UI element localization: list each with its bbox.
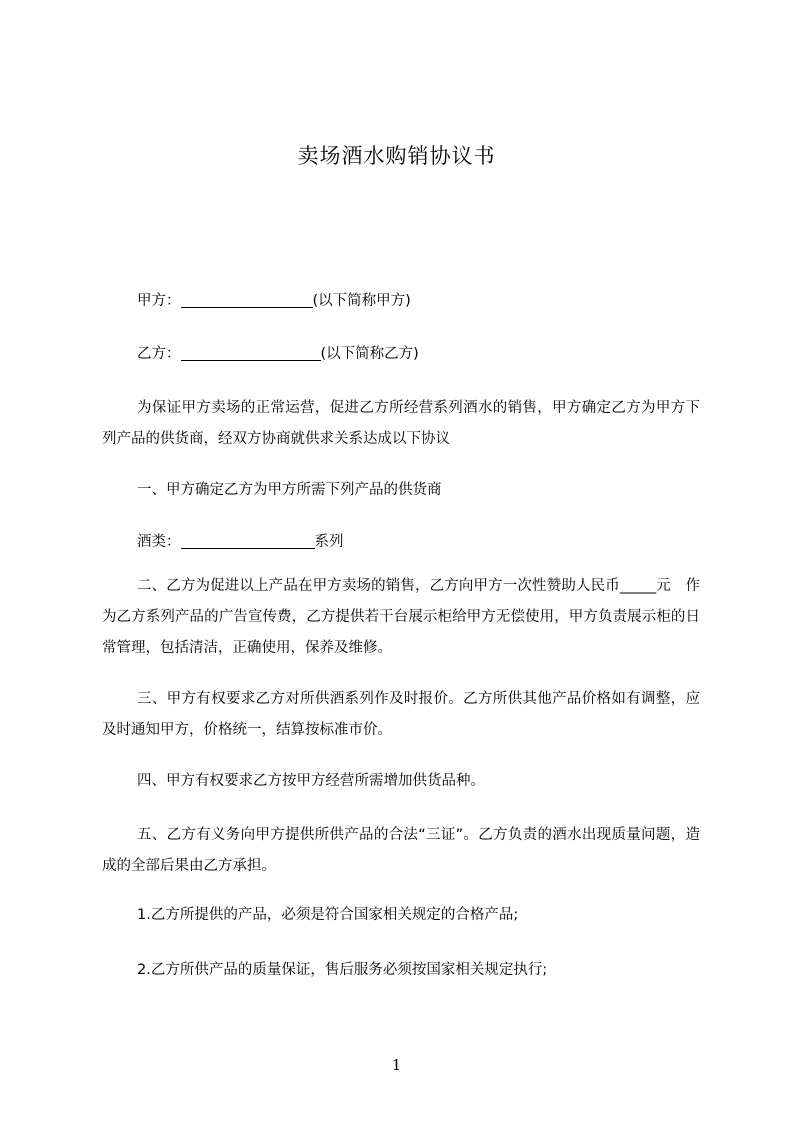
party-b-blank bbox=[181, 344, 321, 361]
party-a-label: 甲方： bbox=[137, 293, 181, 309]
party-b-suffix: (以下简称乙方) bbox=[320, 346, 419, 362]
wine-type-label: 酒类： bbox=[137, 534, 181, 550]
intro-paragraph: 为保证甲方卖场的正常运营，促进乙方所经营系列酒水的销售，甲方确定乙方为甲方下列产品的供货商，经双方协商就供求关系达成以下协议 bbox=[102, 400, 700, 447]
wine-type-suffix: 系列 bbox=[314, 534, 344, 550]
clause-4: 四、甲方有权要求乙方按甲方经营所需增加供货品种。 bbox=[137, 773, 485, 789]
party-a-blank bbox=[181, 291, 313, 308]
clause-5-item-1: 1.乙方所提供的产品，必须是符合国家相关规定的合格产品; bbox=[137, 907, 519, 923]
page-number: 1 bbox=[391, 1056, 402, 1074]
wine-type-blank bbox=[181, 532, 315, 549]
party-b-line bbox=[137, 344, 419, 364]
clause-5-item-2: 2.乙方所供产品的质量保证，售后服务必须按国家相关规定执行; bbox=[137, 962, 548, 978]
party-a-suffix: (以下简称甲方) bbox=[312, 293, 411, 309]
clause-5: 五、乙方有义务向甲方提供所供产品的合法“三证”。乙方负责的酒水出现质量问题，造成的全部后果由乙方承担。 bbox=[102, 827, 700, 874]
wine-type-line bbox=[137, 532, 344, 552]
clause-1: 一、甲方确定乙方为甲方所需下列产品的供货商 bbox=[137, 482, 442, 498]
party-b-label: 乙方： bbox=[137, 346, 181, 362]
clause-3: 三、甲方有权要求乙方对所供酒系列作及时报价。乙方所供其他产品价格如有调整，应及时通知甲方，价格统一，结算按标准市价。 bbox=[102, 691, 700, 738]
clause-2: 二、乙方为促进以上产品在甲方卖场的销售，乙方向甲方一次性赞助人民币_____元 作为乙方系列产品的广告宣传费，乙方提供若干台展示柜给甲方无偿使用，甲方负责展示柜的日常管理，包括清洁，正确使用，保养及维修。 bbox=[102, 578, 700, 656]
document-title: 卖场酒水购销协议书 bbox=[297, 144, 496, 168]
party-a-line bbox=[137, 291, 411, 311]
